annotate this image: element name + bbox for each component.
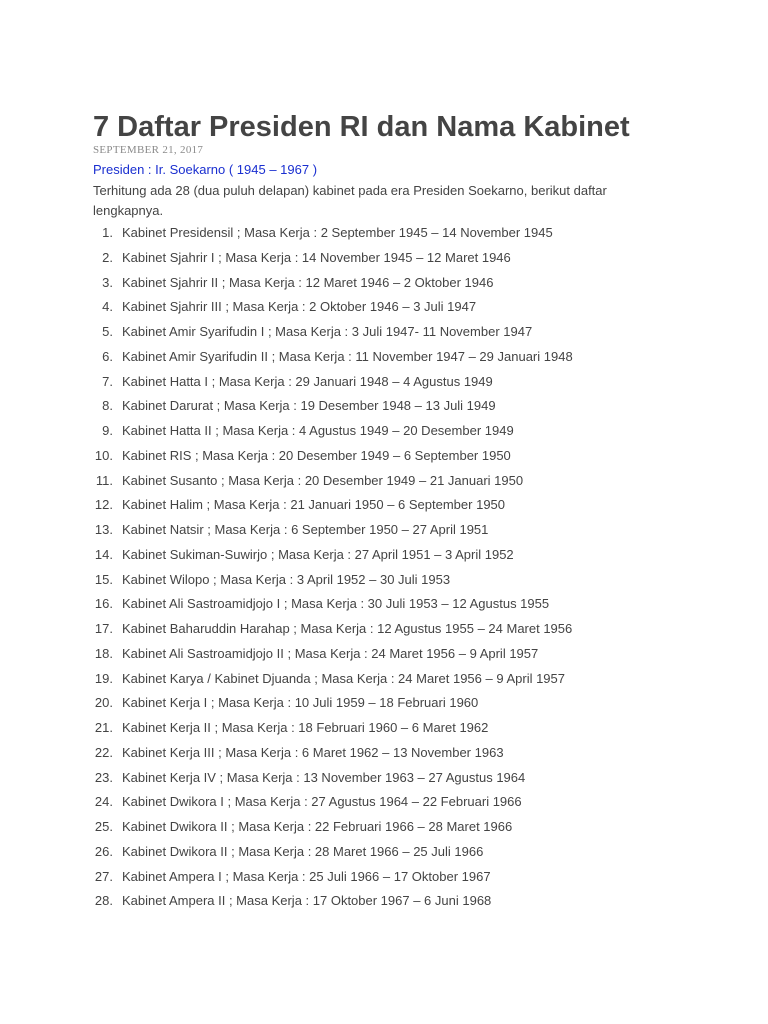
list-item	[93, 642, 693, 667]
list-item-number: 11.	[95, 472, 113, 488]
list-item-number: 15.	[94, 571, 113, 587]
list-item-text: Kabinet Sjahrir I ; Masa Kerja : 14 November 1945 – 12 Maret 1946	[122, 249, 511, 265]
list-item-text: Kabinet Kerja II ; Masa Kerja : 18 Februari 1960 – 6 Maret 1962	[122, 720, 489, 735]
list-item-number: 25.	[94, 819, 113, 834]
post-date: SEPTEMBER 21, 2017	[93, 144, 204, 156]
list-item-text: Kabinet Presidensil ; Masa Kerja : 2 September 1945 – 14 November 1945	[122, 225, 553, 240]
list-item-number: 6.	[102, 348, 113, 364]
article	[93, 110, 693, 914]
list-item-text: Kabinet Dwikora II ; Masa Kerja : 22 Februari 1966 – 28 Maret 1966	[122, 819, 513, 834]
list-item	[93, 568, 693, 593]
list-item-text: Kabinet Karya / Kabinet Djuanda ; Masa Kerja : 24 Maret 1956 – 9 April 1957	[122, 670, 565, 686]
list-item	[93, 766, 693, 791]
list-item	[93, 691, 693, 716]
list-item-number: 23.	[94, 769, 113, 785]
list-item	[93, 221, 693, 246]
list-item-text: Kabinet Dwikora II ; Masa Kerja : 28 Maret 1966 – 25 Juli 1966	[122, 843, 484, 859]
list-item	[93, 741, 693, 766]
list-item	[93, 889, 693, 914]
list-item-text: Kabinet Ampera II ; Masa Kerja : 17 Oktober 1967 – 6 Juni 1968	[122, 893, 492, 909]
list-item	[93, 667, 693, 692]
list-item	[93, 394, 693, 419]
list-item-text: Kabinet Sjahrir III ; Masa Kerja : 2 Oktober 1946 – 3 Juli 1947	[122, 299, 477, 315]
list-item	[93, 840, 693, 865]
list-item-number: 21.	[94, 720, 113, 735]
list-item-text: Kabinet Halim ; Masa Kerja : 21 Januari 1950 – 6 September 1950	[122, 497, 506, 513]
list-item	[93, 246, 693, 271]
list-item-number: 18.	[94, 645, 113, 661]
list-item	[93, 518, 693, 543]
list-item-text: Kabinet Darurat ; Masa Kerja : 19 Desember 1948 – 13 Juli 1949	[122, 398, 496, 414]
list-item	[93, 592, 693, 617]
list-item	[93, 815, 693, 840]
list-item	[93, 617, 693, 642]
president-heading: Presiden : Ir. Soekarno ( 1945 – 1967 )	[93, 162, 318, 177]
list-item-text: Kabinet Hatta II ; Masa Kerja : 4 Agustus 1949 – 20 Desember 1949	[122, 423, 514, 438]
list-item-text: Kabinet Amir Syarifudin II ; Masa Kerja : 11 November 1947 – 29 Januari 1948	[122, 348, 573, 364]
list-item-number: 22.	[94, 744, 113, 760]
list-item-text: Kabinet Ampera I ; Masa Kerja : 25 Juli 1966 – 17 Oktober 1967	[122, 868, 491, 884]
list-item-text: Kabinet Sukiman-Suwirjo ; Masa Kerja : 27 April 1951 – 3 April 1952	[122, 546, 514, 562]
list-item-text: Kabinet Ali Sastroamidjojo I ; Masa Kerja : 30 Juli 1953 – 12 Agustus 1955	[122, 596, 550, 612]
list-item-number: 19.	[94, 670, 113, 686]
list-item-number: 24.	[94, 794, 113, 810]
list-item-text: Kabinet Baharuddin Harahap ; Masa Kerja : 12 Agustus 1955 – 24 Maret 1956	[122, 621, 573, 636]
list-item-text: Kabinet Kerja III ; Masa Kerja : 6 Maret 1962 – 13 November 1963	[122, 744, 504, 760]
list-item-text: Kabinet Wilopo ; Masa Kerja : 3 April 1952 – 30 Juli 1953	[122, 571, 451, 587]
list-item-number: 14.	[94, 546, 113, 562]
page-title: 7 Daftar Presiden RI dan Nama Kabinet	[93, 111, 630, 143]
list-item-number: 26.	[94, 843, 113, 859]
list-item-number: 27.	[94, 868, 113, 884]
list-item	[93, 716, 693, 741]
intro-paragraph: Terhitung ada 28 (dua puluh delapan) kabinet pada era Presiden Soekarno, berikut daftar lengkapnya.	[93, 183, 607, 218]
list-item	[93, 865, 693, 890]
list-item	[93, 469, 693, 494]
list-item	[93, 790, 693, 815]
list-item	[93, 444, 693, 469]
list-item-number: 13.	[94, 522, 113, 537]
list-item	[93, 493, 693, 518]
list-item-number: 10.	[94, 447, 113, 463]
list-item	[93, 543, 693, 568]
list-item-text: Kabinet Dwikora I ; Masa Kerja : 27 Agustus 1964 – 22 Februari 1966	[122, 794, 522, 810]
list-item-text: Kabinet RIS ; Masa Kerja : 20 Desember 1949 – 6 September 1950	[122, 447, 511, 463]
list-item	[93, 345, 693, 370]
list-item-number: 28.	[94, 893, 113, 909]
cabinet-list	[93, 221, 693, 914]
list-item-number: 9.	[102, 423, 113, 438]
list-item-number: 12.	[94, 497, 113, 513]
list-item	[93, 295, 693, 320]
list-item-number: 2.	[102, 249, 113, 265]
list-item-number: 16.	[94, 596, 113, 612]
list-item-text: Kabinet Kerja IV ; Masa Kerja : 13 November 1963 – 27 Agustus 1964	[122, 769, 526, 785]
list-item-number: 7.	[102, 373, 113, 389]
list-item-number: 17.	[94, 621, 113, 636]
list-item	[93, 320, 693, 345]
list-item-number: 1.	[102, 225, 113, 240]
list-item-text: Kabinet Sjahrir II ; Masa Kerja : 12 Maret 1946 – 2 Oktober 1946	[122, 274, 494, 290]
list-item-text: Kabinet Natsir ; Masa Kerja : 6 September 1950 – 27 April 1951	[122, 522, 489, 537]
list-item-text: Kabinet Amir Syarifudin I ; Masa Kerja : 3 Juli 1947- 11 November 1947	[122, 324, 533, 339]
list-item-text: Kabinet Kerja I ; Masa Kerja : 10 Juli 1959 – 18 Februari 1960	[122, 695, 479, 711]
list-item-number: 3.	[102, 274, 113, 290]
list-item	[93, 370, 693, 395]
list-item-number: 20.	[94, 695, 113, 711]
list-item	[93, 419, 693, 444]
list-item-text: Kabinet Susanto ; Masa Kerja : 20 Desember 1949 – 21 Januari 1950	[122, 472, 524, 488]
list-item-number: 8.	[102, 398, 113, 414]
list-item-text: Kabinet Hatta I ; Masa Kerja : 29 Januari 1948 – 4 Agustus 1949	[122, 373, 493, 389]
list-item-number: 5.	[102, 324, 113, 339]
list-item-text: Kabinet Ali Sastroamidjojo II ; Masa Kerja : 24 Maret 1956 – 9 April 1957	[122, 645, 539, 661]
list-item-number: 4.	[102, 299, 113, 315]
list-item	[93, 271, 693, 296]
